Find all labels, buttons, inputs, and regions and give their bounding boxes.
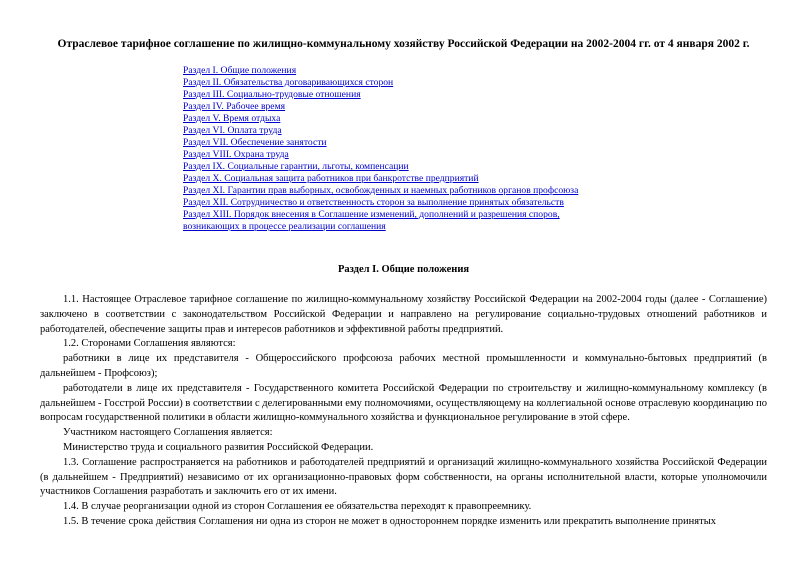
toc-link-section-10[interactable]: Раздел X. Социальная защита работников при банкротстве предприятий (183, 173, 479, 184)
toc-item (183, 197, 703, 209)
paragraph-1-2: 1.2. Сторонами Соглашения являются: (63, 338, 236, 350)
toc-item (183, 161, 703, 173)
paragraph-1-5: 1.5. В течение срока действия Соглашения ни одна из сторон не может в одностороннем порядке изменить или прекратить выполнение принятых (63, 515, 717, 527)
toc-item (183, 113, 703, 125)
toc-link-section-6[interactable]: Раздел VI. Оплата труда (183, 125, 282, 136)
section-body (40, 293, 767, 530)
section-heading: Раздел I. Общие положения (337, 264, 470, 275)
paragraph-party-workers: работники в лице их представителя - Общероссийского профсоюза рабочих местной промышленности и коммунально-бытовых предприятий (в дальнейшем - Профсоюз); (40, 353, 767, 379)
toc-item (183, 149, 703, 161)
paragraph-1-1: 1.1. Настоящее Отраслевое тарифное соглашение по жилищно-коммунальному хозяйству Российской Федерации на 2002-2004 годы (далее - Соглашение) заключено в соответствии с законодательством Российской Федерации и направлено на регулирование социально-трудовых отношений работников и работодателей, обеспечение защиты прав и интересов работников и эффективной работы предприятий. (40, 294, 767, 335)
table-of-contents (183, 65, 703, 233)
toc-item (183, 77, 703, 89)
toc-link-section-13[interactable]: Раздел XIII. Порядок внесения в Соглашение изменений, дополнений и разрешения споров, (183, 209, 560, 220)
paragraph-1-4: 1.4. В случае реорганизации одной из сторон Соглашения ее обязательства переходят к правопреемнику. (63, 501, 532, 513)
toc-item (183, 209, 703, 221)
paragraph-party-employers: работодатели в лице их представителя - Государственного комитета Российской Федерации по строительству и жилищно-коммунальному комплексу (в дальнейшем - Госстрой России) в соответствии с делегированными ему полномочиями, осуществляющему на коллегиальной основе отраслевую координацию по вопросам государственной политики в области жилищно-коммунального хозяйства и функциональное регулирование в этой сфере. (40, 382, 767, 424)
toc-link-section-11[interactable]: Раздел XI. Гарантии прав выборных, освобожденных и наемных работников органов профсоюза (183, 185, 579, 196)
toc-link-section-9[interactable]: Раздел IX. Социальные гарантии, льготы, компенсации (183, 161, 409, 172)
toc-link-section-1[interactable]: Раздел I. Общие положения (183, 65, 297, 76)
document-title: Отраслевое тарифное соглашение по жилищно-коммунальному хозяйству Российской Федерации на 2002-2004 гг. от 4 января 2002 г. (57, 38, 750, 50)
toc-link-section-12[interactable]: Раздел XII. Сотрудничество и ответственность сторон за выполнение принятых обязательств (183, 197, 564, 208)
toc-item (183, 221, 703, 233)
toc-item (183, 125, 703, 137)
toc-link-section-2[interactable]: Раздел II. Обязательства договаривающихся сторон (183, 77, 394, 88)
toc-item (183, 137, 703, 149)
paragraph-1-3: 1.3. Соглашение распространяется на работников и работодателей предприятий и организаций жилищно-коммунального хозяйства Российской Федерации (в дальнейшем - Предприятий) независимо от их организационно-правовых форм собственности, на органы исполнительной власти, которые уполномочили участников Соглашения разработать и заключить его от их имени. (40, 456, 767, 498)
toc-link-section-8[interactable]: Раздел VIII. Охрана труда (183, 149, 289, 160)
toc-link-section-4[interactable]: Раздел IV. Рабочее время (183, 101, 286, 112)
toc-link-section-5[interactable]: Раздел V. Время отдыха (183, 113, 281, 124)
toc-link-section-3[interactable]: Раздел III. Социально-трудовые отношения (183, 89, 361, 100)
toc-item (183, 89, 703, 101)
toc-item (183, 65, 703, 77)
toc-link-section-7[interactable]: Раздел VII. Обеспечение занятости (183, 137, 327, 148)
toc-link-section-13-continued[interactable]: возникающих в процессе реализации соглашения (183, 221, 386, 232)
toc-item (183, 185, 703, 197)
toc-item (183, 173, 703, 185)
toc-item (183, 101, 703, 113)
paragraph-ministry: Министерство труда и социального развития Российской Федерации. (63, 441, 374, 453)
paragraph-participant: Участником настоящего Соглашения является: (63, 427, 273, 439)
